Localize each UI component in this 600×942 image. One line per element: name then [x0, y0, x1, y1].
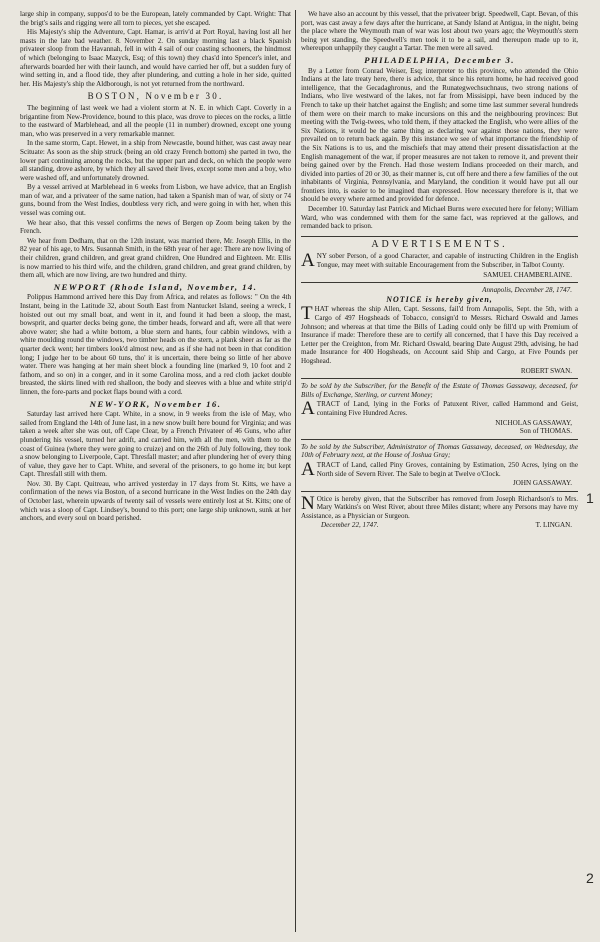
- article-paragraph: Nov. 30. By Capt. Quitreau, who arrived yesterday in 17 days from St. Kitts, we have a confirmation of the news via Boston, of a second hurricane in the West Indies on the 24th day of October last, wherein upwards of twenty sail of vessels were entirely lost at St. Kitts; one of which was a sloop of Capt. Lindsey's, bound to this port; one large ship unknown, sunk at her anchors, and every soul on board perished.: [20, 479, 291, 523]
- ad-date: December 22, 1747.: [321, 521, 379, 530]
- drop-cap: A: [301, 398, 315, 420]
- ad-text: TRACT of Land, called Piny Groves, containing by Estimation, 250 Acres, lying on the North side of Severn River. The Sale to begin at Twelve o'Clock.: [316, 460, 578, 478]
- advertisement-land-piny-groves: [301, 443, 578, 488]
- article-paragraph: In the same storm, Capt. Hewet, in a ship from Newcastle, bound hither, was cast away near Scituate: As soon as the ship struck (being an old crazy French bottom) she parted in two, the lower part continuing among the rocks, but the upper part and deck, on which the people were all standing, drove ashore, by which they all saved their lives, except some men and a boy, who were washed off, and unfortunately drowned.: [20, 139, 291, 182]
- drop-cap: T: [301, 303, 313, 325]
- ad-signature: T. LINGAN.: [535, 521, 572, 530]
- ad-divider: [301, 282, 578, 283]
- article-paragraph: large ship in company, suppos'd to be the European, lately commanded by Capt. Wright: That the brigt's sails and rigging were all torn to pieces, yet she escaped.: [20, 10, 291, 27]
- drop-cap: N: [301, 492, 315, 514]
- advertisement-physician: [301, 492, 578, 530]
- column-divider: [295, 10, 296, 932]
- ad-text: Otice is hereby given, that the Subscriber has removed from Joseph Richardson's to Mrs. Mary Watkins's on West River, about three Miles distant; where any Persons may have my Assistance, as a Physician or Surgeon.: [301, 494, 578, 520]
- ad-signature-line: Son of THOMAS.: [519, 427, 572, 436]
- advertisement-land-patuxent: [301, 382, 578, 436]
- dateline-heading-newyork: NEW-YORK, November 16.: [89, 398, 222, 409]
- ad-signature: JOHN GASSAWAY.: [513, 479, 572, 488]
- article-paragraph: Polippus Hammond arrived here this Day from Africa, and relates as follows: " On the 4th Instant, being in the Latitude 32, about South East from Nantucket Island, seeing a wreck, I hoisted out out my small boat, and went in it, and found it had been a sloop, the mast, bowsprit, and quarter decks being gone, the timber heads, forward and aft, were all that were above water; she had a white bottom, a blue stern and hants, four cabbin windows, with a white moulding round the windows, two timber heads on the stern, a plank sheer as far as the quarter deck went; her timbers look'd almost new, and as if she had not been in that condition long; I judge her to be about 60 tuns, tho' it is uncertain, there being so little of her above water. There was hanging at her main sheet block a founding line (marked 9, 10 foot and 2 fathom, and so on) in a conger, and in it some Carolina moss, and a red cloth jacket double breasted, the skirts lined with red shalloon, the body and sleeves with a blue and white strip'd linnen, the fore-parts and pocket flaps bound with a cord.: [20, 293, 291, 396]
- article-paragraph: We hear also, that this vessel confirms the news of Bergen op Zoom being taken by the French.: [20, 218, 291, 236]
- article-paragraph: His Majesty's ship the Adventure, Capt. Hamar, is arriv'd at Port Royal, having lost all her masts in the late bad weather. 8. November 2. On sunday morning last a black Spanish privateer sloop from the Havannah, fell in with 4 sail of our coasting schooners, the hindmost of which (belonging to Isaac Mazyck, Esq; of this town) they chas'd into Spencer's inlet, and afterwards boarded her with their launch, and would have carried her off, but a sudden fury of wind setting in, and a flood tide, they after plundering, and cutting a hole in her side, quitted her. His Majesty's ship the Aldborough, is not yet returned from the northward.: [20, 28, 291, 88]
- advertisement-teacher: [301, 252, 578, 279]
- ad-notice-heading: NOTICE is hereby given,: [386, 294, 493, 304]
- drop-cap: A: [301, 250, 315, 272]
- article-paragraph: Saturday last arrived here Capt. White, in a snow, in 9 weeks from the isle of May, who sailed from England the 14th of June last, in a new snow built here bound for Virginia; and was taken a week after she was out, off Cape Clear, by a French Privateer of 46 Guns, who after plundering his vessel, turned her adrift, and carried him, with all the men, with them to the coast of Guinea (where they were going to cruize) and on the 26th of July following, they took a snow belonging to Liverpoole, Capt. Thresfall master; and after plundering her of every thing of value, they gave her to Capt. White, and several of the prisoners, to go home in; but kept Capt. Thresfall still with them.: [20, 410, 291, 479]
- ad-dateline: Annapolis, December 28, 1747.: [482, 286, 572, 295]
- article-paragraph: By a vessel arrived at Marblehead in 6 weeks from Lisbon, we have advice, that an English man of war, and a privateer of the same nation, had taken a Spanish man of war, of sixty or 74 guns, bound from the West Indies, doubtless very rich, and were going in with her, when this vessel was coming out.: [20, 183, 291, 218]
- margin-mark: 1: [586, 490, 594, 506]
- ad-signature: NICHOLAS GASSAWAY,: [495, 418, 572, 427]
- advertisement-ship-allen: [301, 286, 578, 375]
- dateline-heading-newport: NEWPORT (Rhode Island, November, 14.: [53, 281, 258, 292]
- ad-intro: To be sold by the Subscriber, Administrator of Thomas Gassaway, deceased, on Wednesday, the 10th of February next, at the House of Joshua Gray;: [301, 442, 578, 460]
- article-paragraph: December 10. Saturday last Patrick and Michael Burns were executed here for felony; William Ward, who was condemned with them for the same fact, was reprieved at the gallows, and remanded back to prison.: [301, 205, 578, 231]
- article-paragraph: We hear from Dedham, that on the 12th instant, was married there, Mr. Joseph Ellis, in the 82 year of his age, to Mrs. Susannah Smith, in the 68th year of her age: There are now living of their children, grand children, and great grand children, One Hundred and Eighteen. Mr. Ellis is now married to his third wife, and the children, grand children, and great grand children, by them all, which are now living, are two hundred and thirty.: [20, 236, 291, 280]
- margin-mark: 2: [586, 870, 594, 886]
- ad-divider: [301, 491, 578, 492]
- article-paragraph: By a Letter from Conrad Weiser, Esq; interpreter to this province, who attended the Ohio Indians at the late treaty here, there is advice, that since his return home, he had received good intelligence, that the Gecadaghronus, and the Runategwechsuchnaus, two strong nations of Indians, who live westward of the lakes, not far from Missisippi, have been induced by the French to take up their hatchet against the English; and some time last summer several hundreds of them were on their march to make incursions on this and the neighbouring provinces: But meeting with the Twig-twees, who told them, if they attacked the English, who were allies of the Six Nations, it would be the same thing as declaring war against those nations, they were prevailed on to return back again. By this instance we see of what importance the friendship of the Six Nations is to us, and the mischiefs that may attend their present dissatisfaction at the English management of the war, if proper measures are not taken to remove it, and prevent their being gained over by the French. Had those western Indians proceeded on their march, and divided into parties of 20 or 30, as their manner is, cut off here and there a few families of the out inhabitants of Virginia, Pennsylvania, and Maryland, the condition it would have put all our frontiers into, is easier to be imagined than expressed. How necessary therefore is it, that we should be every where armed and provided for defence.: [301, 66, 578, 204]
- ad-text: HAT whereas the ship Allen, Capt. Sessons, fail'd from Annapolis, Sept. the 5th, with a Cargo of 497 Hogsheads of Tobacco, consign'd to Messrs. Richard Oswald and James Johnson; and whereas at that time the Bills of Lading could only be fill'd up with Premium of Insurance if made: Therefore these are to certify all concerned, that I have this Day received a Letter per the Creighton, from Mr. Richard Oswald, bearing Date August 29th, advising, he had made Insurance for 400 Hogsheads, on Account said Ship and Cargo, at Five Pounds per Hogshead.: [301, 305, 578, 365]
- advertisements-heading: ADVERTISEMENTS.: [301, 236, 578, 250]
- ad-divider: [301, 439, 578, 440]
- ad-signature: SAMUEL CHAMBERLAINE.: [483, 270, 572, 279]
- dateline-heading-philadelphia: PHILADELPHIA, December 3.: [364, 54, 515, 65]
- article-paragraph: The beginning of last week we had a violent storm at N. E. in which Capt. Coverly in a brigantine from New-Providence, bound to this place, was drove to pieces on the rocks, a little to the eastward of Marblehead, and all the people (11 in number) drowned, except one young man, who was preserved in a very remarkable manner.: [20, 103, 291, 138]
- ad-signature: ROBERT SWAN.: [520, 366, 572, 375]
- ad-text: NY sober Person, of a good Character, and capable of instructing Children in the English Tongue, may meet with suitable Encouragement from the Subscriber, in Talbot County.: [316, 252, 578, 270]
- left-column: [20, 10, 291, 524]
- article-paragraph: We have also an account by this vessel, that the privateer brigt. Speedwell, Capt. Bevan, of this port, was cast away a few days after the hurricane, at Sandy Island at Antigua, in the night, being the place where the Weymouth man of war was lost about two years ago; the Weymouth's stern being yet standing, the Speedwell's men took it to be a sail, and thereupon made up to it, whereupon unhappily they caught a Tartar. The men were all saved.: [301, 10, 578, 53]
- dateline-heading-boston: BOSTON, November 30.: [87, 91, 224, 102]
- ad-text: TRACT of Land, lying in the Forks of Patuxent River, called Hammond and Geist, containing Five Hundred Acres.: [316, 400, 578, 417]
- right-column: [301, 10, 578, 530]
- ad-intro: To be sold by the Subscriber, for the Benefit of the Estate of Thomas Gassaway, deceased, for Bills of Exchange, Sterling, or current Money;: [301, 382, 578, 399]
- drop-cap: A: [301, 458, 315, 480]
- ad-divider: [301, 378, 578, 379]
